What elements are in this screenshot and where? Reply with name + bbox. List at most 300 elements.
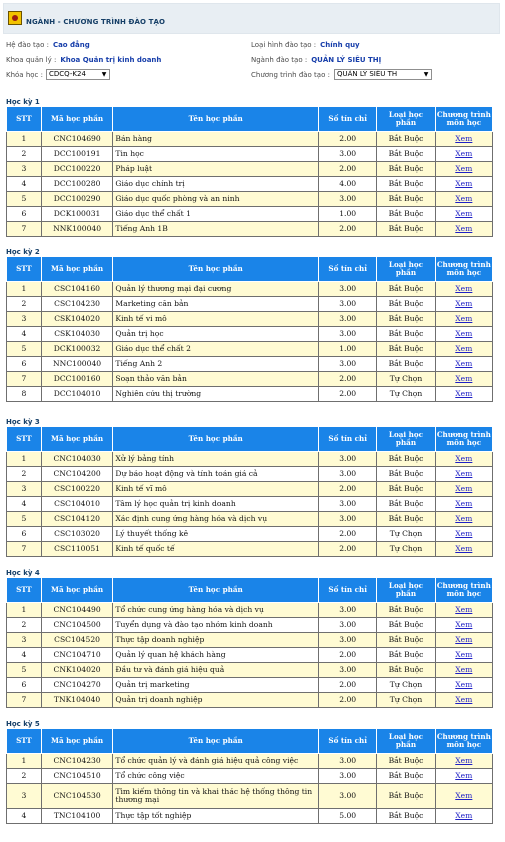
ten-hoc-phan-cell: Xác định cung ứng hàng hóa và dịch vụ <box>113 512 319 527</box>
chuong-trinh-cell <box>435 282 492 297</box>
loai-hoc-phan-cell: Bắt Buộc <box>377 648 435 663</box>
chevron-down-icon: ▼ <box>101 71 107 78</box>
ma-hoc-phan-cell: DCC100280 <box>41 177 113 192</box>
chuong-trinh-cell <box>435 297 492 312</box>
chevron-down-icon: ▼ <box>423 71 429 78</box>
table-row <box>7 162 493 177</box>
loai-hoc-phan-cell: Bắt Buộc <box>377 633 435 648</box>
stt-cell: 1 <box>7 282 42 297</box>
stt-cell: 7 <box>7 222 42 237</box>
table-row <box>7 387 493 402</box>
semester-table <box>6 256 493 402</box>
loai-hoc-phan-cell: Tự Chọn <box>377 542 435 557</box>
loai-hoc-phan-cell: Bắt Buộc <box>377 754 435 769</box>
so-tin-chi-cell: 3.00 <box>319 497 377 512</box>
table-header-row <box>7 729 493 754</box>
ten-hoc-phan-cell: Tìm kiếm thông tin và khai thác hệ thống thông tin thương mại <box>113 784 319 809</box>
col-loai-hoc-phan-header: Loại học phần <box>377 427 435 452</box>
school-logo-icon <box>8 11 22 25</box>
table-row <box>7 327 493 342</box>
so-tin-chi-cell: 3.00 <box>319 327 377 342</box>
ten-hoc-phan-cell: Tổ chức quản lý và đánh giá hiệu quả công việc <box>113 754 319 769</box>
ma-hoc-phan-cell: NNC100040 <box>41 357 113 372</box>
semester-table <box>6 577 493 708</box>
view-syllabus-link[interactable]: Xem <box>455 299 473 308</box>
table-row <box>7 312 493 327</box>
ten-hoc-phan-cell: Kinh tế quốc tế <box>113 542 319 557</box>
loai-hinh-label: Loại hình đào tạo : <box>251 41 317 49</box>
khoa-hoc-select[interactable] <box>46 69 110 80</box>
chuong-trinh-label: Chương trình đào tạo : <box>251 71 330 79</box>
so-tin-chi-cell: 2.00 <box>319 527 377 542</box>
ma-hoc-phan-cell: CNC104200 <box>41 467 113 482</box>
stt-cell: 5 <box>7 663 42 678</box>
ma-hoc-phan-cell: DCC100290 <box>41 192 113 207</box>
so-tin-chi-cell: 2.00 <box>319 372 377 387</box>
so-tin-chi-cell: 3.00 <box>319 769 377 784</box>
view-syllabus-link[interactable]: Xem <box>455 756 473 765</box>
so-tin-chi-cell: 3.00 <box>319 192 377 207</box>
chuong-trinh-cell <box>435 769 492 784</box>
stt-cell: 6 <box>7 527 42 542</box>
table-row <box>7 342 493 357</box>
ma-hoc-phan-cell: CNC104270 <box>41 678 113 693</box>
chuong-trinh-cell <box>435 312 492 327</box>
semester-table <box>6 426 493 557</box>
khoa-hoc-label: Khóa học : <box>6 71 43 79</box>
ten-hoc-phan-cell: Quản lý quan hệ khách hàng <box>113 648 319 663</box>
view-syllabus-link[interactable]: Xem <box>455 164 473 173</box>
col-chuong-trinh-header: Chương trình môn học <box>435 107 492 132</box>
nganh-info <box>251 56 381 64</box>
khoa-quan-ly-value: Khoa Quản trị kinh doanh <box>60 56 162 64</box>
loai-hoc-phan-cell: Bắt Buộc <box>377 297 435 312</box>
table-row <box>7 603 493 618</box>
chuong-trinh-cell <box>435 222 492 237</box>
stt-cell: 2 <box>7 769 42 784</box>
so-tin-chi-cell: 3.00 <box>319 357 377 372</box>
loai-hoc-phan-cell: Bắt Buộc <box>377 192 435 207</box>
col-so-tin-chi-header: Số tín chỉ <box>319 729 377 754</box>
col-ten-hoc-phan-header: Tên học phần <box>113 427 319 452</box>
stt-cell: 1 <box>7 132 42 147</box>
col-chuong-trinh-header: Chương trình môn học <box>435 257 492 282</box>
ten-hoc-phan-cell: Tổ chức cung ứng hàng hóa và dịch vụ <box>113 603 319 618</box>
ten-hoc-phan-cell: Tin học <box>113 147 319 162</box>
col-loai-hoc-phan-header: Loại học phần <box>377 257 435 282</box>
ten-hoc-phan-cell: Đầu tư và đánh giá hiệu quả <box>113 663 319 678</box>
loai-hoc-phan-cell: Bắt Buộc <box>377 784 435 809</box>
ten-hoc-phan-cell: Pháp luật <box>113 162 319 177</box>
view-syllabus-link[interactable]: Xem <box>455 454 473 463</box>
so-tin-chi-cell: 3.00 <box>319 312 377 327</box>
col-loai-hoc-phan-header: Loại học phần <box>377 729 435 754</box>
loai-hoc-phan-cell: Bắt Buộc <box>377 497 435 512</box>
chuong-trinh-cell <box>435 467 492 482</box>
loai-hoc-phan-cell: Bắt Buộc <box>377 769 435 784</box>
col-ten-hoc-phan-header: Tên học phần <box>113 729 319 754</box>
table-header-row <box>7 427 493 452</box>
table-header-row <box>7 578 493 603</box>
loai-hoc-phan-cell: Bắt Buộc <box>377 482 435 497</box>
ten-hoc-phan-cell: Quản trị marketing <box>113 678 319 693</box>
table-row <box>7 132 493 147</box>
ten-hoc-phan-cell: Quản trị học <box>113 327 319 342</box>
chuong-trinh-cell <box>435 809 492 824</box>
chuong-trinh-cell <box>435 663 492 678</box>
stt-cell: 2 <box>7 467 42 482</box>
view-syllabus-link[interactable]: Xem <box>455 389 473 398</box>
table-row <box>7 192 493 207</box>
stt-cell: 2 <box>7 618 42 633</box>
stt-cell: 3 <box>7 312 42 327</box>
col-ma-hoc-phan-header: Mã học phần <box>41 729 113 754</box>
col-ten-hoc-phan-header: Tên học phần <box>113 107 319 132</box>
loai-hoc-phan-cell: Bắt Buộc <box>377 327 435 342</box>
col-so-tin-chi-header: Số tín chỉ <box>319 107 377 132</box>
table-row <box>7 372 493 387</box>
so-tin-chi-cell: 2.00 <box>319 222 377 237</box>
chuong-trinh-cell <box>435 618 492 633</box>
ma-hoc-phan-cell: CSC104010 <box>41 497 113 512</box>
stt-cell: 6 <box>7 357 42 372</box>
ten-hoc-phan-cell: Nghiên cứu thị trường <box>113 387 319 402</box>
so-tin-chi-cell: 1.00 <box>319 342 377 357</box>
ten-hoc-phan-cell: Quản trị doanh nghiệp <box>113 693 319 708</box>
so-tin-chi-cell: 3.00 <box>319 467 377 482</box>
ten-hoc-phan-cell: Thực tập tốt nghiệp <box>113 809 319 824</box>
chuong-trinh-selected-value: QUẢN LÝ SIÊU TH <box>337 70 398 78</box>
view-syllabus-link[interactable]: Xem <box>455 620 473 629</box>
loai-hoc-phan-cell: Bắt Buộc <box>377 177 435 192</box>
view-syllabus-link[interactable]: Xem <box>455 314 473 323</box>
semester-title: Học kỳ 1 <box>6 98 40 106</box>
view-syllabus-link[interactable]: Xem <box>455 791 473 800</box>
ten-hoc-phan-cell: Tâm lý học quản trị kinh doanh <box>113 497 319 512</box>
table-row <box>7 809 493 824</box>
col-so-tin-chi-header: Số tín chỉ <box>319 578 377 603</box>
so-tin-chi-cell: 3.00 <box>319 603 377 618</box>
loai-hoc-phan-cell: Bắt Buộc <box>377 162 435 177</box>
chuong-trinh-select[interactable] <box>334 69 432 80</box>
so-tin-chi-cell: 4.00 <box>319 177 377 192</box>
so-tin-chi-cell: 5.00 <box>319 809 377 824</box>
stt-cell: 1 <box>7 452 42 467</box>
table-row <box>7 542 493 557</box>
nganh-value: QUẢN LÝ SIÊU THỊ <box>311 56 382 64</box>
khoa-quan-ly-label: Khoa quản lý : <box>6 56 57 64</box>
loai-hoc-phan-cell: Tự Chọn <box>377 387 435 402</box>
table-row <box>7 512 493 527</box>
ten-hoc-phan-cell: Xử lý bảng tính <box>113 452 319 467</box>
ten-hoc-phan-cell: Tổ chức công việc <box>113 769 319 784</box>
ma-hoc-phan-cell: CNC104690 <box>41 132 113 147</box>
table-row <box>7 467 493 482</box>
ten-hoc-phan-cell: Soạn thảo văn bản <box>113 372 319 387</box>
col-so-tin-chi-header: Số tín chỉ <box>319 257 377 282</box>
so-tin-chi-cell: 2.00 <box>319 693 377 708</box>
stt-cell: 5 <box>7 192 42 207</box>
chuong-trinh-cell <box>435 192 492 207</box>
stt-cell: 7 <box>7 542 42 557</box>
so-tin-chi-cell: 2.00 <box>319 162 377 177</box>
table-row <box>7 527 493 542</box>
table-row <box>7 357 493 372</box>
so-tin-chi-cell: 3.00 <box>319 452 377 467</box>
table-row <box>7 769 493 784</box>
view-syllabus-link[interactable]: Xem <box>455 680 473 689</box>
view-syllabus-link[interactable]: Xem <box>455 209 473 218</box>
view-syllabus-link[interactable]: Xem <box>455 194 473 203</box>
col-stt-header: STT <box>7 578 42 603</box>
table-header-row <box>7 257 493 282</box>
table-row <box>7 207 493 222</box>
view-syllabus-link[interactable]: Xem <box>455 134 473 143</box>
table-row <box>7 282 493 297</box>
semester-title: Học kỳ 3 <box>6 418 40 426</box>
nganh-label: Ngành đào tạo : <box>251 56 308 64</box>
chuong-trinh-cell <box>435 162 492 177</box>
stt-cell: 3 <box>7 633 42 648</box>
view-syllabus-link[interactable]: Xem <box>455 224 473 233</box>
chuong-trinh-cell <box>435 754 492 769</box>
ma-hoc-phan-cell: DCK100031 <box>41 207 113 222</box>
chuong-trinh-cell <box>435 678 492 693</box>
loai-hoc-phan-cell: Tự Chọn <box>377 372 435 387</box>
table-row <box>7 693 493 708</box>
ma-hoc-phan-cell: CNC104230 <box>41 754 113 769</box>
chuong-trinh-cell <box>435 542 492 557</box>
stt-cell: 6 <box>7 207 42 222</box>
col-chuong-trinh-header: Chương trình môn học <box>435 729 492 754</box>
chuong-trinh-cell <box>435 784 492 809</box>
ma-hoc-phan-cell: CSK104030 <box>41 327 113 342</box>
loai-hoc-phan-cell: Bắt Buộc <box>377 603 435 618</box>
ten-hoc-phan-cell: Dự báo hoạt động và tính toán giá cả <box>113 467 319 482</box>
ma-hoc-phan-cell: DCC100191 <box>41 147 113 162</box>
table-row <box>7 784 493 809</box>
stt-cell: 1 <box>7 603 42 618</box>
ten-hoc-phan-cell: Kinh tế vi mô <box>113 312 319 327</box>
ma-hoc-phan-cell: CSC104520 <box>41 633 113 648</box>
ten-hoc-phan-cell: Tiếng Anh 1B <box>113 222 319 237</box>
view-syllabus-link[interactable]: Xem <box>455 665 473 674</box>
ma-hoc-phan-cell: CSC100220 <box>41 482 113 497</box>
chuong-trinh-cell <box>435 132 492 147</box>
ten-hoc-phan-cell: Lý thuyết thống kê <box>113 527 319 542</box>
ma-hoc-phan-cell: CNK104020 <box>41 663 113 678</box>
chuong-trinh-cell <box>435 482 492 497</box>
view-syllabus-link[interactable]: Xem <box>455 149 473 158</box>
stt-cell: 2 <box>7 297 42 312</box>
ma-hoc-phan-cell: CNC104500 <box>41 618 113 633</box>
stt-cell: 4 <box>7 648 42 663</box>
ma-hoc-phan-cell: CSC103020 <box>41 527 113 542</box>
chuong-trinh-cell <box>435 207 492 222</box>
chuong-trinh-cell <box>435 512 492 527</box>
ten-hoc-phan-cell: Giáo dục thể chất 1 <box>113 207 319 222</box>
view-syllabus-link[interactable]: Xem <box>455 514 473 523</box>
khoa-quan-ly-info <box>6 56 161 64</box>
ten-hoc-phan-cell: Thực tập doanh nghiệp <box>113 633 319 648</box>
table-row <box>7 482 493 497</box>
loai-hoc-phan-cell: Tự Chọn <box>377 678 435 693</box>
view-syllabus-link[interactable]: Xem <box>455 529 473 538</box>
view-syllabus-link[interactable]: Xem <box>455 771 473 780</box>
table-row <box>7 754 493 769</box>
col-ma-hoc-phan-header: Mã học phần <box>41 578 113 603</box>
semester-table <box>6 106 493 237</box>
loai-hoc-phan-cell: Bắt Buộc <box>377 663 435 678</box>
page-title: NGÀNH - CHƯƠNG TRÌNH ĐÀO TẠO <box>26 18 166 26</box>
stt-cell: 4 <box>7 497 42 512</box>
loai-hinh-value: Chính quy <box>320 41 360 49</box>
stt-cell: 2 <box>7 147 42 162</box>
he-dao-tao-label: Hệ đào tạo : <box>6 41 49 49</box>
stt-cell: 5 <box>7 512 42 527</box>
ma-hoc-phan-cell: CSC104230 <box>41 297 113 312</box>
stt-cell: 8 <box>7 387 42 402</box>
col-loai-hoc-phan-header: Loại học phần <box>377 107 435 132</box>
loai-hoc-phan-cell: Bắt Buộc <box>377 207 435 222</box>
table-row <box>7 222 493 237</box>
so-tin-chi-cell: 3.00 <box>319 147 377 162</box>
semester-title: Học kỳ 4 <box>6 569 40 577</box>
ten-hoc-phan-cell: Tuyển dụng và đào tạo nhóm kinh doanh <box>113 618 319 633</box>
ma-hoc-phan-cell: CSC110051 <box>41 542 113 557</box>
view-syllabus-link[interactable]: Xem <box>455 359 473 368</box>
loai-hinh-info <box>251 41 360 49</box>
he-dao-tao-info <box>6 41 90 49</box>
view-syllabus-link[interactable]: Xem <box>455 329 473 338</box>
col-stt-header: STT <box>7 107 42 132</box>
col-ma-hoc-phan-header: Mã học phần <box>41 107 113 132</box>
table-row <box>7 452 493 467</box>
so-tin-chi-cell: 3.00 <box>319 618 377 633</box>
view-syllabus-link[interactable]: Xem <box>455 499 473 508</box>
loai-hoc-phan-cell: Bắt Buộc <box>377 132 435 147</box>
chuong-trinh-cell <box>435 342 492 357</box>
table-header-row <box>7 107 493 132</box>
view-syllabus-link[interactable]: Xem <box>455 811 473 820</box>
stt-cell: 7 <box>7 693 42 708</box>
loai-hoc-phan-cell: Bắt Buộc <box>377 512 435 527</box>
loai-hoc-phan-cell: Bắt Buộc <box>377 342 435 357</box>
stt-cell: 4 <box>7 809 42 824</box>
stt-cell: 3 <box>7 482 42 497</box>
ten-hoc-phan-cell: Giáo dục quốc phòng và an ninh <box>113 192 319 207</box>
loai-hoc-phan-cell: Bắt Buộc <box>377 809 435 824</box>
stt-cell: 5 <box>7 342 42 357</box>
chuong-trinh-cell <box>435 497 492 512</box>
view-syllabus-link[interactable]: Xem <box>455 284 473 293</box>
view-syllabus-link[interactable]: Xem <box>455 179 473 188</box>
ma-hoc-phan-cell: CNC104030 <box>41 452 113 467</box>
col-chuong-trinh-header: Chương trình môn học <box>435 578 492 603</box>
col-stt-header: STT <box>7 427 42 452</box>
ma-hoc-phan-cell: DCC100220 <box>41 162 113 177</box>
ten-hoc-phan-cell: Tiếng Anh 2 <box>113 357 319 372</box>
loai-hoc-phan-cell: Bắt Buộc <box>377 222 435 237</box>
so-tin-chi-cell: 2.00 <box>319 648 377 663</box>
table-row <box>7 147 493 162</box>
view-syllabus-link[interactable]: Xem <box>455 635 473 644</box>
view-syllabus-link[interactable]: Xem <box>455 544 473 553</box>
so-tin-chi-cell: 3.00 <box>319 784 377 809</box>
semester-title: Học kỳ 5 <box>6 720 40 728</box>
view-syllabus-link[interactable]: Xem <box>455 344 473 353</box>
chuong-trinh-cell <box>435 147 492 162</box>
ten-hoc-phan-cell: Quản lý thương mại đại cương <box>113 282 319 297</box>
ten-hoc-phan-cell: Giáo dục thể chất 2 <box>113 342 319 357</box>
col-ten-hoc-phan-header: Tên học phần <box>113 257 319 282</box>
stt-cell: 4 <box>7 327 42 342</box>
table-row <box>7 678 493 693</box>
table-row <box>7 648 493 663</box>
view-syllabus-link[interactable]: Xem <box>455 469 473 478</box>
stt-cell: 3 <box>7 162 42 177</box>
stt-cell: 4 <box>7 177 42 192</box>
ma-hoc-phan-cell: NNK100040 <box>41 222 113 237</box>
table-row <box>7 618 493 633</box>
chuong-trinh-cell <box>435 387 492 402</box>
so-tin-chi-cell: 1.00 <box>319 207 377 222</box>
loai-hoc-phan-cell: Tự Chọn <box>377 527 435 542</box>
page-header <box>3 3 500 34</box>
view-syllabus-link[interactable]: Xem <box>455 695 473 704</box>
view-syllabus-link[interactable]: Xem <box>455 650 473 659</box>
ma-hoc-phan-cell: DCC100160 <box>41 372 113 387</box>
loai-hoc-phan-cell: Bắt Buộc <box>377 467 435 482</box>
so-tin-chi-cell: 3.00 <box>319 512 377 527</box>
view-syllabus-link[interactable]: Xem <box>455 484 473 493</box>
ma-hoc-phan-cell: CNC104530 <box>41 784 113 809</box>
col-ma-hoc-phan-header: Mã học phần <box>41 257 113 282</box>
loai-hoc-phan-cell: Bắt Buộc <box>377 147 435 162</box>
loai-hoc-phan-cell: Bắt Buộc <box>377 282 435 297</box>
chuong-trinh-cell <box>435 693 492 708</box>
so-tin-chi-cell: 2.00 <box>319 482 377 497</box>
chuong-trinh-cell <box>435 327 492 342</box>
loai-hoc-phan-cell: Bắt Buộc <box>377 618 435 633</box>
view-syllabus-link[interactable]: Xem <box>455 605 473 614</box>
chuong-trinh-cell <box>435 372 492 387</box>
semester-table <box>6 728 493 824</box>
table-row <box>7 497 493 512</box>
col-so-tin-chi-header: Số tín chỉ <box>319 427 377 452</box>
col-loai-hoc-phan-header: Loại học phần <box>377 578 435 603</box>
chuong-trinh-cell <box>435 357 492 372</box>
col-stt-header: STT <box>7 729 42 754</box>
ma-hoc-phan-cell: CNC104710 <box>41 648 113 663</box>
col-stt-header: STT <box>7 257 42 282</box>
table-row <box>7 663 493 678</box>
so-tin-chi-cell: 3.00 <box>319 633 377 648</box>
loai-hoc-phan-cell: Bắt Buộc <box>377 312 435 327</box>
semester-title: Học kỳ 2 <box>6 248 40 256</box>
table-row <box>7 297 493 312</box>
chuong-trinh-cell <box>435 177 492 192</box>
ma-hoc-phan-cell: TNK104040 <box>41 693 113 708</box>
ma-hoc-phan-cell: CSC104120 <box>41 512 113 527</box>
ten-hoc-phan-cell: Bán hàng <box>113 132 319 147</box>
ma-hoc-phan-cell: CSK104020 <box>41 312 113 327</box>
stt-cell: 3 <box>7 784 42 809</box>
chuong-trinh-cell <box>435 648 492 663</box>
view-syllabus-link[interactable]: Xem <box>455 374 473 383</box>
so-tin-chi-cell: 3.00 <box>319 282 377 297</box>
ma-hoc-phan-cell: CNC104490 <box>41 603 113 618</box>
